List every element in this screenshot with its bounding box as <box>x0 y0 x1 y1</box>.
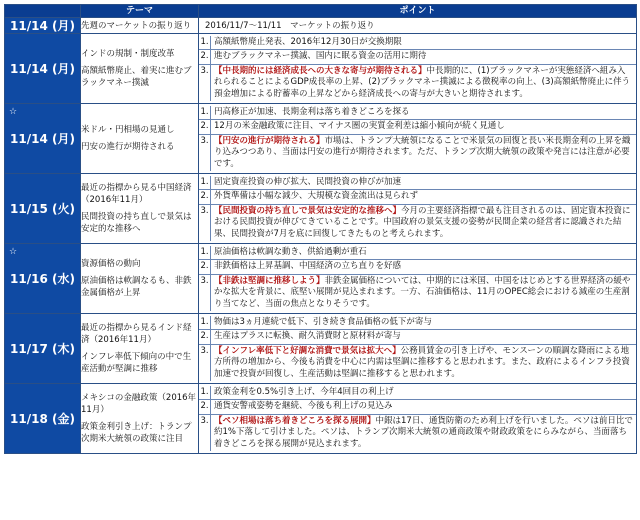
point-item <box>199 414 636 452</box>
point-number: 2. <box>199 260 211 274</box>
point-text: 中銀は17日、通貨防衛のため利上げを行いました。ペソは前日比で約1%下落して引けました。ペソは、トランプ次期米大統領の通商政策や財政政策をにらみながら、当面落ち着きどころを探る展開が見込まれます。 <box>214 415 633 449</box>
star-icon: ☆ <box>9 107 18 117</box>
point-highlight: 【円安の進行が期待される】 <box>214 135 325 146</box>
point-highlight: 【中長期的には経済成長への大きな寄与が期待される】 <box>214 65 427 76</box>
point-text: 政策金利を0.5%引き上げ、今年4回目の利上げ <box>214 386 394 397</box>
row-theme <box>81 174 199 244</box>
point-body <box>211 50 636 64</box>
star-icon: ☆ <box>9 247 18 257</box>
point-body <box>211 205 636 242</box>
point-number: 3. <box>199 135 211 172</box>
point-text: 高額紙幣廃止発表、2016年12月30日が交換期限 <box>214 36 402 47</box>
point-item <box>199 246 636 260</box>
point-item <box>199 106 636 120</box>
point-text: 市場は、トランプ大統領になることで米景気の回復と長い米長期金利の上昇を織り込みつつあり、当面は円安の進行が期待されます。ただ、トランプ次期大統領の政策や発言には注意が必要です。 <box>214 135 631 169</box>
point-item <box>199 189 636 204</box>
point-body <box>211 36 636 50</box>
point-item <box>199 329 636 344</box>
date-label: 11/14 (月) <box>10 18 75 33</box>
row-theme <box>81 244 199 314</box>
point-body <box>211 106 636 120</box>
row-theme <box>81 18 199 34</box>
point-number: 1. <box>199 246 211 260</box>
theme-title: メキシコの金融政策（2016年11月） <box>81 393 197 415</box>
point-text: 公務員賃金の引き上げや、モンスーンの順調な降雨による地方所得の増加から、今後も消費を中心に内需は堅調に推移すると思われます。また、政府によるインフラ投資加速で投資が回復し、生産活動は堅調に推移すると思われます。 <box>214 345 630 379</box>
point-item <box>199 386 636 400</box>
row-date <box>5 244 81 314</box>
row-theme <box>81 384 199 454</box>
point-item <box>199 399 636 414</box>
point-body <box>211 135 636 172</box>
point-number: 1. <box>199 106 211 120</box>
theme-subtitle: インフレ率低下傾向の中で生産活動が堅調に推移 <box>81 352 192 374</box>
point-item <box>199 204 636 242</box>
table-row <box>5 244 637 314</box>
row-points <box>199 174 637 244</box>
row-date <box>5 104 81 174</box>
point-item <box>199 344 636 382</box>
point-item <box>199 274 636 312</box>
point-body <box>211 345 636 382</box>
row-date <box>5 34 81 104</box>
table-row <box>5 384 637 454</box>
point-highlight: 【非鉄は堅調に推移しよう】 <box>214 275 325 286</box>
theme-subtitle: 原油価格は軟調なるも、非鉄金属価格が上昇 <box>81 276 192 298</box>
date-label: 11/14 (月) <box>10 61 75 76</box>
weekly-report-table <box>4 4 637 454</box>
point-number: 1. <box>199 316 211 330</box>
point-body <box>211 246 636 260</box>
point-item <box>199 119 636 134</box>
point-body <box>211 386 636 400</box>
point-text: 今月の主要経済指標で最も注目されるのは、固定資本投資における民間投資が伸びてきていることです。中国政府の景気支援の姿勢が民間企業の経営者に認識された結果、民間投資が7月を底に回復してきたものと考えられます。 <box>214 205 631 239</box>
point-text: 固定資産投資の伸び拡大、民間投資の伸びが加速 <box>214 176 402 187</box>
date-label: 11/16 (水) <box>10 271 75 286</box>
point-text: 12月の米金融政策に注目、マイナス圏の実質金利差は縮小傾向が続く見通し <box>214 121 505 132</box>
theme-title: 資源価格の動向 <box>81 259 141 269</box>
point-item <box>199 316 636 330</box>
point-body <box>211 400 636 414</box>
table-row <box>5 104 637 174</box>
table-row <box>5 18 637 34</box>
point-number: 3. <box>199 205 211 242</box>
point-body <box>211 190 636 204</box>
row-date <box>5 18 81 34</box>
row-points <box>199 34 637 104</box>
point-number: 3. <box>199 415 211 452</box>
row-points <box>199 104 637 174</box>
date-label: 11/15 (火) <box>10 201 75 216</box>
point-number: 2. <box>199 330 211 344</box>
row-date <box>5 384 81 454</box>
header-point: ポイント <box>199 5 637 18</box>
row-points <box>199 18 637 34</box>
theme-subtitle: 円安の進行が期待される <box>81 142 175 152</box>
theme-title: 先週のマーケットの振り返り <box>81 20 192 31</box>
date-label: 11/14 (月) <box>10 131 75 146</box>
point-body <box>211 65 636 102</box>
point-body <box>211 316 636 330</box>
point-item <box>199 259 636 274</box>
point-highlight: 【ペソ相場は落ち着きどころを探る展開】 <box>214 415 376 426</box>
point-number: 2. <box>199 400 211 414</box>
theme-title: 最近の指標から見るインド経済（2016年11月） <box>81 323 192 345</box>
table-row <box>5 314 637 384</box>
point-text: 中長期的に、(1)ブラックマネーが実態経済へ組み入れられることによるGDP成長率の上昇、(2)ブラックマネー撲滅による徴税率の向上、(3)高額紙幣廃止に伴う預金増加による貯蓄率の上昇などから経済成長への寄与が大きいと期待されます。 <box>214 65 631 99</box>
point-number: 3. <box>199 275 211 312</box>
point-text: 非鉄価格は上昇基調、中国経済の立ち直りを好感 <box>214 261 402 272</box>
point-highlight: 【民間投資の持ち直しで景気は安定的な推移へ】 <box>214 205 402 216</box>
point-text: 原油価格は軟調な動き、供給過剰が重石 <box>214 246 367 257</box>
point-item <box>199 134 636 172</box>
point-number: 1. <box>199 176 211 190</box>
table-row <box>5 34 637 104</box>
point-text: 通貨安警戒姿勢を継続、今後も利上げの見込み <box>214 401 393 412</box>
point-number: 1. <box>199 36 211 50</box>
theme-subtitle: 高額紙幣廃止、着実に進むブラックマネー撲滅 <box>81 66 192 88</box>
point-item <box>199 49 636 64</box>
point-text: 物価は3ヵ月連続で低下、引き続き食品価格の低下が寄与 <box>214 316 432 327</box>
row-theme <box>81 314 199 384</box>
point-number: 2. <box>199 120 211 134</box>
point-item <box>199 176 636 190</box>
date-label: 11/18 (金) <box>10 411 75 426</box>
row-date <box>5 314 81 384</box>
point-text: 外貨準備は小幅な減少、大規模な資金流出は見られず <box>214 191 419 202</box>
point-body <box>211 176 636 190</box>
row-theme <box>81 104 199 174</box>
point-text: 2016/11/7～11/11 マーケットの振り返り <box>205 20 375 31</box>
theme-title: 米ドル・円相場の見通し <box>81 125 175 135</box>
point-number: 3. <box>199 345 211 382</box>
point-body <box>211 330 636 344</box>
point-text: 生産はプラスに転換、耐久消費財と原材料が寄与 <box>214 331 401 342</box>
theme-subtitle: 民間投資の持ち直しで景気は安定的な推移へ <box>81 212 192 234</box>
point-body <box>211 120 636 134</box>
point-item <box>199 36 636 50</box>
date-label: 11/17 (木) <box>10 341 75 356</box>
point-item <box>199 64 636 102</box>
row-date <box>5 174 81 244</box>
point-text: 非鉄金属価格については、中期的には米国、中国をはじめとする世界経済の緩やかな拡大を背景に、底堅い展開が見込まれます。一方、石油価格は、11月のOPEC総会における減産の生産割り当てなど、当面の焦点となりそうです。 <box>214 275 631 309</box>
point-highlight: 【インフレ率低下と好調な消費で景気は拡大へ】 <box>214 345 401 356</box>
theme-subtitle: 政策金利引き上げ：トランプ次期米大統領の政策に注目 <box>81 422 192 444</box>
point-body <box>211 260 636 274</box>
theme-title: 最近の指標から見る中国経済（2016年11月） <box>81 183 192 205</box>
point-body <box>211 275 636 312</box>
row-points <box>199 384 637 454</box>
point-text: 円高修正が加速、長期金利は落ち着きどころを探る <box>214 106 410 117</box>
row-theme <box>81 34 199 104</box>
header-theme: テーマ <box>81 5 199 18</box>
point-number: 2. <box>199 190 211 204</box>
row-points <box>199 244 637 314</box>
header-blank <box>5 5 81 18</box>
table-header-row <box>5 5 637 18</box>
table-row <box>5 174 637 244</box>
theme-title: インドの規制・制度改革 <box>81 49 175 59</box>
point-number: 1. <box>199 386 211 400</box>
row-points <box>199 314 637 384</box>
point-number: 3. <box>199 65 211 102</box>
point-body <box>211 415 636 452</box>
point-text: 進むブラックマネー撲滅、国内に眠る資金の活用に期待 <box>214 51 427 62</box>
point-number: 2. <box>199 50 211 64</box>
